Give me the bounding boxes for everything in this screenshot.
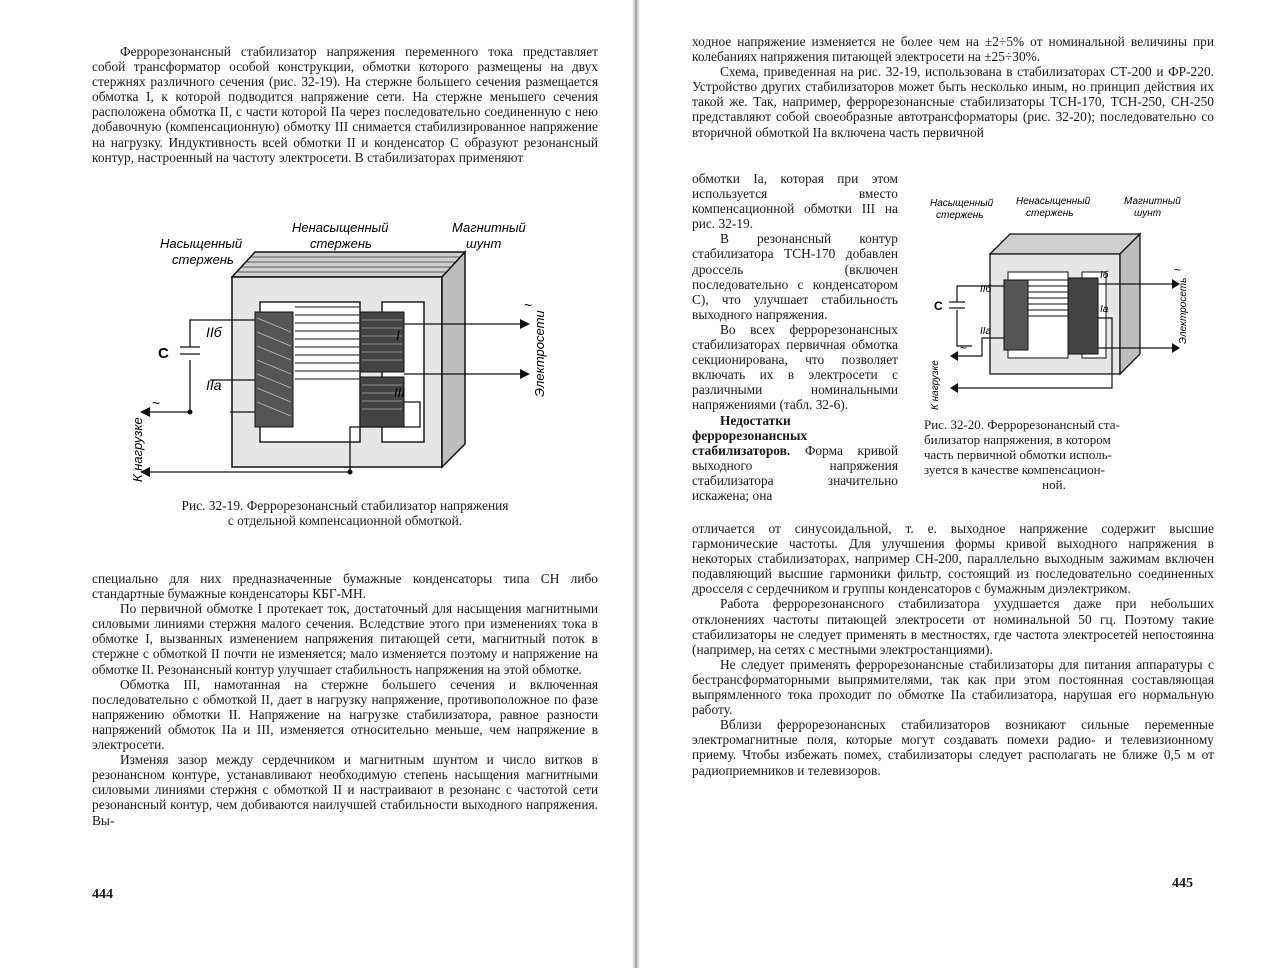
fig20-label-shunt-1: Магнитный: [1124, 196, 1181, 207]
book-gutter: [632, 0, 640, 968]
fig19-label-load: К нагрузке: [130, 417, 145, 482]
fig20-label-unsaturated-2: стержень: [1026, 208, 1074, 219]
left-text-top: [92, 44, 598, 165]
fig19-label-I: I: [396, 327, 400, 343]
right-para-6: Вблизи феррорезонансных стабилизаторов возникают сильные переменные электромагнитные поля, которые могут создавать помехи радио- и телевизионному приему. Чтобы избежать помех, стабилизаторы следует располагать не ближе 0,5 м от радиоприемников и телевизоров.: [692, 717, 1214, 778]
fig19-label-IIb: IIб: [206, 324, 222, 340]
right-col-heading: Недостатки феррорезонансных стабилизаторов.: [692, 412, 808, 458]
fig20-tilde-load: ~: [960, 341, 968, 355]
fig19-label-saturated-1: Насыщенный: [160, 236, 243, 251]
fig20-label-shunt-2: шунт: [1134, 208, 1162, 219]
right-para-2: Схема, приведенная на рис. 32-19, использована в стабилизаторах СТ-200 и ФР-220. Устройство других стабилизаторов может быть несколько иным, но принцип действия их такой же. Так, например, феррорезонансные стабилизаторы ТСН-170, ТСН-250, СН-250 представляют собой своеобразные автотрансформаторы (рис. 32-20); последовательно со вторичной обмоткой IIa включена часть первичной: [692, 64, 1214, 140]
fig19-label-net: Электросети: [532, 310, 547, 397]
left-para-2: специально для них предназначенные бумажные конденсаторы типа СН либо стандартные бумажные конденсаторы КБГ-МН.: [92, 571, 598, 602]
fig19-label-shunt-2: шунт: [466, 236, 502, 251]
right-text-bottom: [692, 521, 1214, 778]
fig20-label-saturated-1: Насыщенный: [930, 198, 994, 209]
right-para-1: ходное напряжение изменяется не более чем на ±2÷5% от номинальной величины при колебаниях напряжения питающей электросети на ±25÷30%.: [692, 34, 1214, 65]
page-number-right: 445: [1172, 876, 1193, 891]
page-444: [0, 0, 632, 968]
fig20-caption-line-1: Рис. 32-20. Феррорезонансный ста-: [924, 417, 1120, 432]
fig19-tilde-load: ~: [152, 395, 161, 411]
right-narrow-column: [692, 171, 898, 503]
fig19-label-C: C: [158, 345, 169, 362]
right-col-para-2: В резонансный контур стабилизатора ТСН-170 добавлен дроссель (включен последовательно с конденсатором C), что улучшает стабильность выходного напряжения.: [692, 231, 898, 322]
figure-32-20: [922, 188, 1192, 416]
fig20-label-net: Электросеть: [1178, 277, 1189, 344]
figure-32-20-caption: [924, 417, 1184, 492]
right-para-5: Не следует применять феррорезонансные стабилизаторы для питания аппаратуры с бестрансформаторными выпрямителями, так как при этом постоянная составляющая выпрямленного тока проходит по обмотке IIa стабилизатора, нарушая его нормальную работу.: [692, 656, 1214, 718]
fig19-label-saturated-2: стержень: [172, 252, 234, 267]
fig19-caption-line-2: с отдельной компенсационной обмоткой.: [227, 513, 463, 529]
left-para-4: Обмотка III, намотанная на стержне большего сечения и включенная последовательно с обмоткой II, дает в нагрузку напряжение, противоположное по фазе напряжению обмотки II. Напряжение на нагрузке стабилизатора, равное разности напряжений обмоток IIa и III, изменяется относительно меньше, чем напряжение в электросети.: [92, 676, 598, 753]
fig20-caption-line-5: ной.: [1042, 477, 1066, 493]
right-para-4: Работа феррорезонансного стабилизатора ухудшается даже при небольших отклонениях частоты питающей электросети от номинальной 50 гц. Поэтому такие стабилизаторы не следует применять в местностях, где частота электросетей непостоянна (например, на сетях с местными электростанциями).: [692, 596, 1214, 657]
left-para-1: Феррорезонансный стабилизатор напряжения переменного тока представляет собой трансформатор особой конструкции, обмотки которого размещены на двух стержнях различного сечения (рис. 32-19). На стержне большего сечения размещается обмотка I, к которой подводится напряжение сети. На стержне меньшего сечения расположена обмотка II, с части которой IIa через последовательно соединенную с нею добавочную (компенсационную) обмотку III снимается стабилизированное напряжение на нагрузку. Индуктивность всей обмотки II и конденсатор C образуют резонансный контур, настроенный на частоту электросети. В стабилизаторах применяют: [92, 44, 598, 165]
left-para-3: По первичной обмотке I протекает ток, достаточный для насыщения магнитными силовыми линиями стержня малого сечения. Вследствие этого при изменениях тока в обмотке I, вызванных изменением напряжения питающей сети, магнитный поток в стержне с обмоткой II почти не изменяется; мало изменяется поэтому и напряжение на обмотке II. Резонансный контур улучшает стабильность напряжения на этой обмотке.: [92, 601, 598, 677]
figure-32-20-drawing: [922, 188, 1192, 416]
fig20-caption-line-3: часть первичной обмотки исполь-: [924, 447, 1112, 463]
fig19-label-IIa: IIа: [206, 377, 222, 393]
page-445: [640, 0, 1280, 968]
figure-32-19: [120, 212, 570, 492]
fig19-label-III: III: [394, 385, 405, 400]
right-para-3: отличается от синусоидальной, т. е. выходное напряжение содержит высшие гармонические частоты. Для улучшения формы кривой выходного напряжения в некоторых стабилизаторах, например СН-200, параллельно выходным зажимам включен подавляющий высшие гармоники фильтр, состоящий из последовательно соединенных дросселя с сердечником и группы конденсаторов с бумажным диэлектриком.: [692, 521, 1214, 597]
fig20-tilde-net: ~: [1174, 263, 1182, 277]
fig20-label-C: C: [934, 299, 943, 313]
left-para-5: Изменяя зазор между сердечником и магнитным шунтом и число витков в резонансном контуре, устанавливают необходимую степень насыщения магнитными силовыми линиями стержня с обмоткой II и настраивают в резонанс с частотой сети резонансный контур, чем добиваются наилучшей стабильности выходного напряжения. Вы-: [92, 752, 598, 828]
fig20-label-IIb: IIб: [980, 284, 992, 295]
fig20-caption-line-4: зуется в качестве компенсацион-: [924, 462, 1105, 478]
fig20-caption-line-2: билизатор напряжения, в котором: [924, 432, 1111, 448]
fig20-label-IIa: IIа: [980, 326, 992, 337]
right-col-para-3: Во всех феррорезонансных стабилизаторах первичная обмотка секционирована, что позволяет включать их в электросети с различными номинальными напряжениями (табл. 32-6).: [692, 321, 898, 413]
fig20-label-Ia: Iа: [1100, 304, 1109, 315]
fig19-tilde-net: ~: [524, 297, 533, 313]
fig19-label-shunt-1: Магнитный: [452, 220, 526, 235]
right-col-para-4: Форма кривой выходного напряжения стабилизатора значительно искажена; она: [692, 442, 898, 503]
right-col-para-1: обмотки Ia, которая при этом используется вместо компенсационной обмотки III на рис. 32-19.: [692, 171, 898, 232]
fig19-caption-line-1: Рис. 32-19. Феррорезонансный стабилизатор напряжения: [181, 498, 509, 513]
fig20-label-Ib: Iб: [1100, 270, 1109, 281]
right-text-top: [692, 34, 1214, 140]
fig20-label-saturated-2: стержень: [936, 210, 984, 221]
left-text-bottom: [92, 571, 598, 828]
figure-32-19-caption: [92, 498, 598, 528]
page-number-left: 444: [92, 887, 113, 902]
fig19-label-unsaturated-1: Ненасыщенный: [292, 220, 389, 235]
figure-32-19-drawing: [120, 212, 570, 492]
fig20-label-load: К нагрузке: [930, 360, 941, 410]
fig20-label-unsaturated-1: Ненасыщенный: [1016, 196, 1091, 207]
fig19-label-unsaturated-2: стержень: [310, 236, 372, 251]
